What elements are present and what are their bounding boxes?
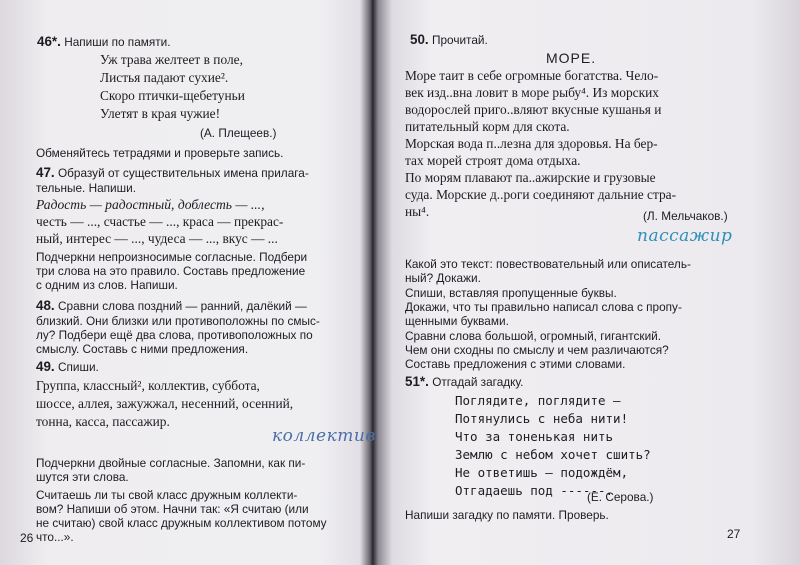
exercise-47-note: три слова на это правило. Составь предложение: [36, 264, 306, 278]
question-line: Сравни слова большой, огромный, гигантский.: [405, 329, 662, 343]
exercise-47-example: Радость — радостный, доблесть — ...,: [36, 197, 265, 212]
question-line: Докажи, что ты правильно написал слова с пропу-: [405, 300, 682, 314]
exercise-49-task: не считаю) свой класс дружным коллективом потому: [36, 516, 327, 530]
text-line: суда. Морские д..роги соединяют дальние стра-: [405, 187, 677, 202]
question-line: Какой это текст: повествовательный или описатель-: [405, 257, 691, 271]
exercise-48-number: 48.: [36, 298, 55, 313]
exercise-47-line: [36, 165, 309, 181]
riddle-line: Землю с небом хочет сшить?: [455, 447, 651, 462]
text-author: (Л. Мельчаков.): [643, 209, 728, 223]
text-line: Море таит в себе огромные богатства. Чело-: [405, 68, 659, 83]
text-line: водорослей приго..вляют вкусные кушанья и: [405, 102, 662, 117]
question-line: ный? Докажи.: [405, 271, 481, 285]
exercise-48-text: смыслу. Составь с ними предложения.: [36, 342, 249, 356]
text-line: ны⁴.: [405, 204, 430, 219]
left-page: [0, 0, 376, 565]
exercise-48-text: лу? Подбери ещё два слова, противоположных по: [36, 328, 313, 342]
riddle-line: Поглядите, поглядите —: [455, 393, 621, 408]
text-line: Морская вода п..лезна для здоровья. На бер-: [405, 136, 658, 151]
riddle-author: (Е. Серова.): [587, 490, 654, 504]
poem-line: Скоро птички-щебетуньи: [100, 88, 245, 103]
exercise-49-note: Подчеркни двойные согласные. Запомни, как пи-: [36, 456, 306, 470]
exercise-47-note: с одним из слов. Напиши.: [36, 278, 178, 292]
exercise-49-words: тонна, касса, пассажир.: [36, 414, 170, 429]
question-line: щенными буквами.: [405, 314, 509, 328]
text-line: питательный корм для скота.: [405, 119, 570, 134]
exercise-47-note: Подчеркни непроизносимые согласные. Подбери: [36, 250, 308, 264]
exercise-47-example: ный, интерес — ..., чудеса — ..., вкус — ...: [36, 231, 278, 246]
exercise-49-words: Группа, классный², коллектив, суббота,: [36, 378, 260, 393]
question-line: Спиши, вставляя пропущенные буквы.: [405, 286, 617, 300]
exercise-47-instruction-cont: тельные. Напиши.: [36, 181, 136, 195]
right-page: [375, 0, 800, 565]
exercise-49-instruction: Спиши.: [57, 360, 99, 374]
riddle-line: Отгадаешь под ------.: [455, 483, 614, 498]
exercise-50-number: 50.: [410, 32, 429, 47]
riddle-line: Не ответишь — подождём,: [455, 465, 629, 480]
exercise-49-words: шоссе, аллея, зажужжал, несенний, осенний,: [36, 396, 294, 411]
text-title: МОРЕ.: [546, 50, 597, 66]
exercise-46-header: [37, 34, 171, 50]
exercise-48-text: близкий. Они близки или противоположны по смыс-: [36, 314, 320, 328]
exercise-51-header: [405, 374, 523, 390]
text-line: век изд..вна ловит в море рыбу⁴. Из морских: [405, 85, 659, 100]
exercise-51-number: 51*.: [405, 374, 429, 389]
exercise-49-note: шутся эти слова.: [36, 470, 129, 484]
text-line: тах морей строят дома отдыха.: [405, 153, 581, 168]
exercise-47-instruction: Образуй от существительных имена прилага-: [57, 166, 309, 180]
page-number-left: 26: [20, 531, 34, 545]
exercise-51-task: Напиши загадку по памяти. Проверь.: [405, 508, 609, 522]
page-number-right: 27: [727, 527, 741, 541]
exercise-49-header: [36, 359, 99, 375]
exercise-50-instruction: Прочитай.: [431, 33, 488, 47]
exercise-47-example: честь — ..., счастье — ..., краса — прекрас-: [36, 214, 284, 229]
question-line: Составь предложения с этими словами.: [405, 357, 626, 371]
exercise-46-note: Обменяйтесь тетрадями и проверьте запись.: [36, 146, 284, 160]
exercise-46-instruction: Напиши по памяти.: [64, 35, 171, 49]
exercise-49-task: Считаешь ли ты свой класс дружным коллекти-: [36, 488, 298, 502]
question-line: Чем они сходны по смыслу и чем различаются?: [405, 343, 669, 357]
riddle-line: Что за тоненькая нить: [455, 429, 614, 444]
text-line: По морям плавают па..ажирские и грузовые: [405, 170, 656, 185]
riddle-line: Потянулись с неба нити!: [455, 411, 629, 426]
exercise-51-instruction: Отгадай загадку.: [432, 375, 524, 389]
poem-line: Уж трава желтеет в поле,: [100, 52, 243, 67]
poem-author: (А. Плещеев.): [200, 126, 277, 140]
exercise-49-task: вом? Напиши об этом. Начни так: «Я считаю (или: [36, 502, 309, 516]
handwritten-word: пассажир: [637, 226, 733, 246]
handwritten-word: коллектив: [272, 426, 376, 446]
exercise-49-number: 49.: [36, 359, 55, 374]
poem-line: Листья падают сухие².: [100, 70, 229, 85]
exercise-48-text: Сравни слова поздний — ранний, далёкий —: [57, 299, 307, 313]
exercise-48-line: [36, 298, 307, 314]
exercise-47-number: 47.: [36, 165, 55, 180]
exercise-49-task: что...».: [36, 530, 74, 544]
poem-line: Улетят в края чужие!: [100, 106, 221, 121]
exercise-46-number: 46*.: [37, 34, 61, 49]
exercise-50-header: [410, 32, 488, 48]
